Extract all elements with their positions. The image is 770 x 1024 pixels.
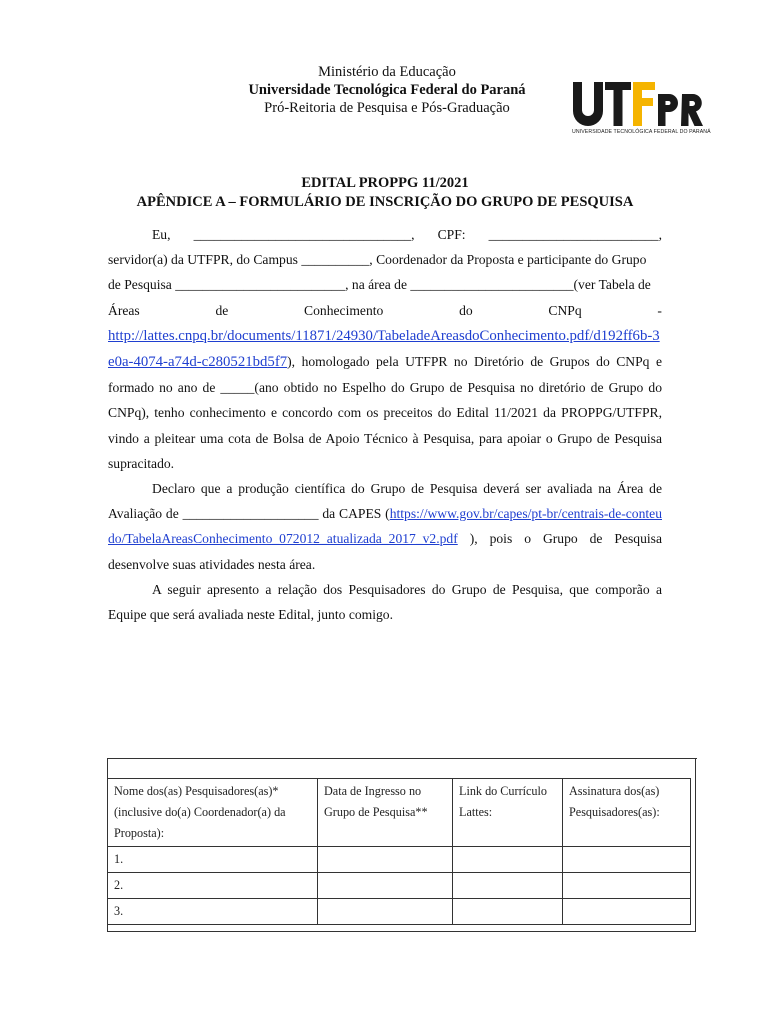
dash: - xyxy=(657,302,662,318)
eu-label: Eu, xyxy=(152,227,171,242)
de-word: de xyxy=(215,302,229,318)
cpf-label: CPF: xyxy=(437,227,466,242)
lattes-cell[interactable] xyxy=(453,847,563,873)
paragraph-1-continued xyxy=(108,323,662,476)
name-cpf-line xyxy=(108,222,662,247)
table-header-row xyxy=(108,779,691,847)
appendix-title: APÊNDICE A – FORMULÁRIO DE INSCRIÇÃO DO GRUPO DE PESQUISA xyxy=(136,194,634,210)
cpf-blank[interactable]: _________________________, xyxy=(488,227,662,242)
header-lattes-link: Link do Currículo Lattes: xyxy=(453,779,563,847)
row-number: 2. xyxy=(108,873,318,899)
join-date-cell[interactable] xyxy=(318,873,453,899)
do-word: do xyxy=(459,302,473,318)
table-border-top xyxy=(107,758,697,759)
lattes-cell[interactable] xyxy=(453,899,563,925)
dean-office-line: Pró-Reitoria de Pesquisa e Pós-Graduação xyxy=(264,100,510,116)
signature-cell[interactable] xyxy=(563,873,691,899)
table-row xyxy=(108,899,691,925)
header-signature: Assinatura dos(as) Pesquisadores(as): xyxy=(563,779,691,847)
table-border-bottom xyxy=(107,931,696,932)
paragraph-2 xyxy=(108,476,662,577)
row-number: 1. xyxy=(108,847,318,873)
campus-line: servidor(a) da UTFPR, do Campus __________, Coordenador da Proposta e participante do Grupo xyxy=(108,252,647,268)
header-name: Nome dos(as) Pesquisadores(as)* (inclusive do(a) Coordenador(a) da Proposta): xyxy=(108,779,318,847)
logo-caption: UNIVERSIDADE TECNOLÓGICA FEDERAL DO PARANÁ xyxy=(572,129,711,135)
table-row xyxy=(108,847,691,873)
areas-word: Áreas xyxy=(108,302,140,318)
name-blank[interactable]: ________________________________, xyxy=(193,227,415,242)
cnpq-areas-link[interactable]: http://lattes.cnpq.br/documents/11871/24930/TabeladeAreasdoConhecimento.pdf/d192ff6b-3e0a-4074-a74d-c280521bd5f7 xyxy=(108,327,660,371)
signature-cell[interactable] xyxy=(563,899,691,925)
utfpr-logo xyxy=(572,80,711,138)
signature-cell[interactable] xyxy=(563,847,691,873)
table-border-right xyxy=(695,758,696,932)
researchers-table xyxy=(107,778,691,925)
paragraph-2-start: Declaro que a produção científica do Grupo de Pesquisa deverá ser avaliada na Área de Avaliação de ____________________ da CAPES ( xyxy=(108,481,662,522)
capes-areas-link[interactable]: https://www.gov.br/capes/pt-br/centrais-de-conteudo/TabelaAreasConhecimento_072012_atualizada_2017_v2.pdf xyxy=(108,506,662,547)
document-titles xyxy=(100,174,670,212)
conhecimento-word: Conhecimento xyxy=(304,302,384,318)
table-row xyxy=(108,873,691,899)
edital-title: EDITAL PROPPG 11/2021 xyxy=(301,175,469,191)
row-number: 3. xyxy=(108,899,318,925)
form-body xyxy=(108,222,662,627)
cnpq-word: CNPq xyxy=(548,302,582,318)
areas-line xyxy=(108,298,662,323)
join-date-cell[interactable] xyxy=(318,847,453,873)
lattes-cell[interactable] xyxy=(453,873,563,899)
university-line: Universidade Tecnológica Federal do Paraná xyxy=(248,82,526,98)
paragraph-2-end: ), pois o Grupo de Pesquisa desenvolve suas atividades nesta área. xyxy=(108,531,662,572)
utfpr-logo-mark xyxy=(572,80,708,128)
ministry-line: Ministério da Educação xyxy=(318,64,456,80)
letterhead xyxy=(210,63,564,117)
header-join-date: Data de Ingresso no Grupo de Pesquisa** xyxy=(318,779,453,847)
paragraph-3: A seguir apresento a relação dos Pesquisadores do Grupo de Pesquisa, que comporão a Equipe que será avaliada neste Edital, junto comigo. xyxy=(108,581,662,623)
paragraph-1-rest: ), homologado pela UTFPR no Diretório de Grupos do CNPq e formado no ano de _____(ano obtido no Espelho do Grupo de Pesquisa no diretório de Grupo do CNPq), tenho conhecimento e concordo com os preceitos do Edital 11/2021 da PROPPG/UTFPR, vindo a pleitear uma cota de Bolsa de Apoio Técnico à Pesquisa, para apoiar o Grupo de Pesquisa supracitado. xyxy=(108,354,662,471)
group-area-line: de Pesquisa _________________________, na área de ________________________(ver Tabela de xyxy=(108,277,651,293)
join-date-cell[interactable] xyxy=(318,899,453,925)
